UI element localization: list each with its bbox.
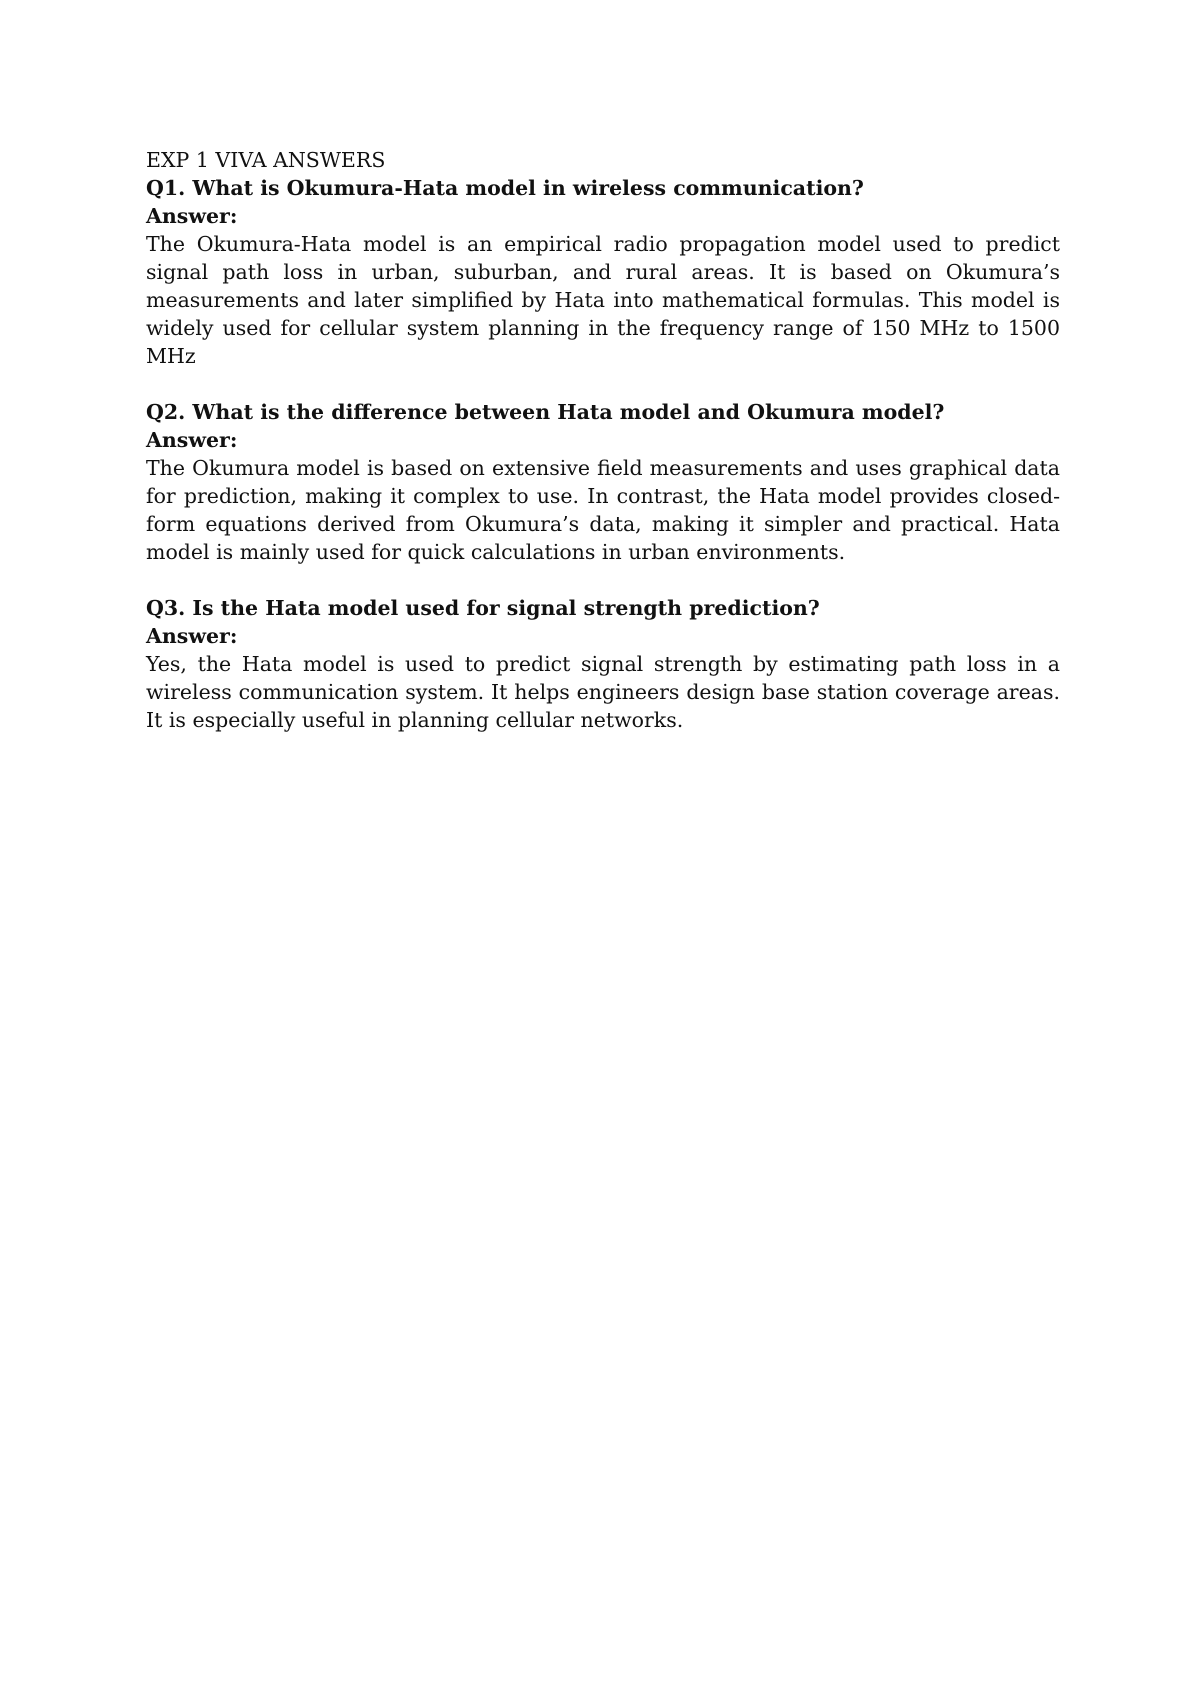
document-title: EXP 1 VIVA ANSWERS [146, 148, 386, 172]
qa-block-2 [146, 398, 1060, 566]
qa-block-3 [146, 594, 1060, 734]
question-1: Q1. What is Okumura-Hata model in wireless communication? [146, 176, 864, 200]
question-3: Q3. Is the Hata model used for signal strength prediction? [146, 596, 820, 620]
answer-text-2: The Okumura model is based on extensive field measurements and uses graphical data for prediction, making it complex to use. In contrast, the Hata model provides closed-form equations derived from Okumura’s data, making it simpler and practical. Hata model is mainly used for quick calculations in urban environments. [146, 456, 1060, 564]
document-body [146, 146, 1060, 734]
answer-label-1: Answer: [146, 204, 238, 228]
answer-text-1: The Okumura-Hata model is an empirical radio propagation model used to predict signal path loss in urban, suburban, and rural areas. It is based on Okumura’s measurements and later simplified by Hata into mathematical formulas. This model is widely used for cellular system planning in the frequency range of 150 MHz to 1500 MHz [146, 232, 1060, 368]
answer-text-3: Yes, the Hata model is used to predict signal strength by estimating path loss in a wireless communication system. It helps engineers design base station coverage areas. It is especially useful in planning cellular networks. [146, 652, 1060, 732]
answer-label-3: Answer: [146, 624, 238, 648]
qa-block-1 [146, 174, 1060, 370]
answer-label-2: Answer: [146, 428, 238, 452]
question-2: Q2. What is the difference between Hata model and Okumura model? [146, 400, 945, 424]
